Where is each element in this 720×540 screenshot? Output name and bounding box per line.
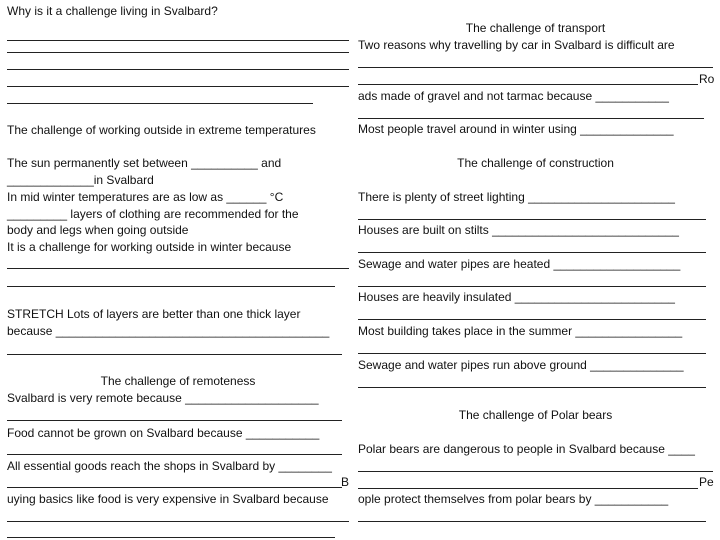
temperature-line: In mid winter temperatures are as low as ______ °C [7,190,284,204]
bears-dangerous-line: Polar bears are dangerous to people in Svalbard because ____ [358,442,695,456]
working-challenge-line: It is a challenge for working outside in winter because [7,240,292,254]
heading-polar-bears: The challenge of Polar bears [458,408,613,422]
answer-line [358,488,698,489]
answer-line [7,454,342,455]
pipes-above-line: Sewage and water pipes run above ground ______________ [358,358,684,372]
answer-line [358,387,706,388]
goods-reach-line: All essential goods reach the shops in Svalbard by ________ [7,459,332,473]
summer-building-line: Most building takes place in the summer ________________ [358,324,683,338]
answer-line [7,86,349,87]
buying-expensive-line: uying basics like food is very expensive in Svalbard because [7,492,329,506]
answer-line [358,252,706,253]
answer-line [7,69,349,70]
answer-line [358,286,706,287]
answer-line [358,471,713,472]
answer-line [7,521,349,522]
roads-gravel-line: ads made of gravel and not tarmac because ___________ [358,89,669,103]
question-why-challenge: Why is it a challenge living in Svalbard? [7,4,218,18]
heading-working-outside: The challenge of working outside in extreme temperatures [7,123,316,137]
layers-continuation: body and legs when going outside [7,223,189,237]
answer-line [358,319,706,320]
answer-line [7,268,349,269]
insulated-line: Houses are heavily insulated ________________________ [358,290,675,304]
answer-line [358,219,706,220]
pipes-heated-line: Sewage and water pipes are heated ___________________ [358,257,681,271]
sun-set-line: The sun permanently set between __________ and [7,156,282,170]
roads-line-start: Ro [699,72,715,86]
sun-set-continuation: _____________in Svalbard [7,173,154,187]
heading-transport: The challenge of transport [465,21,606,35]
answer-line [358,118,704,119]
answer-line [7,52,349,53]
answer-line [358,67,713,68]
buying-line-start: B [341,475,350,489]
answer-line [7,40,349,41]
answer-line [7,487,342,488]
stretch-because-line: because _________________________________________ [7,324,330,338]
stretch-line: STRETCH Lots of layers are better than one thick layer [7,307,301,321]
layers-line: _________ layers of clothing are recommended for the [7,207,299,221]
car-difficult-line: Two reasons why travelling by car in Svalbard is difficult are [358,38,675,52]
answer-line [7,103,313,104]
food-grown-line: Food cannot be grown on Svalbard because ___________ [7,426,320,440]
answer-line [7,286,335,287]
protect-line-start: Pe [699,475,714,489]
stilts-line: Houses are built on stilts ____________________________ [358,223,679,237]
protect-bears-line: ople protect themselves from polar bears by ___________ [358,492,669,506]
answer-line [358,353,706,354]
answer-line [7,420,342,421]
heading-construction: The challenge of construction [457,156,614,170]
street-lighting-line: There is plenty of street lighting ______________________ [358,190,675,204]
answer-line [358,84,698,85]
answer-line [7,354,342,355]
answer-line [358,521,706,522]
winter-travel-line: Most people travel around in winter using ______________ [358,122,674,136]
heading-remoteness: The challenge of remoteness [100,374,256,388]
answer-line [7,537,335,538]
remote-because-line: Svalbard is very remote because ____________________ [7,391,319,405]
